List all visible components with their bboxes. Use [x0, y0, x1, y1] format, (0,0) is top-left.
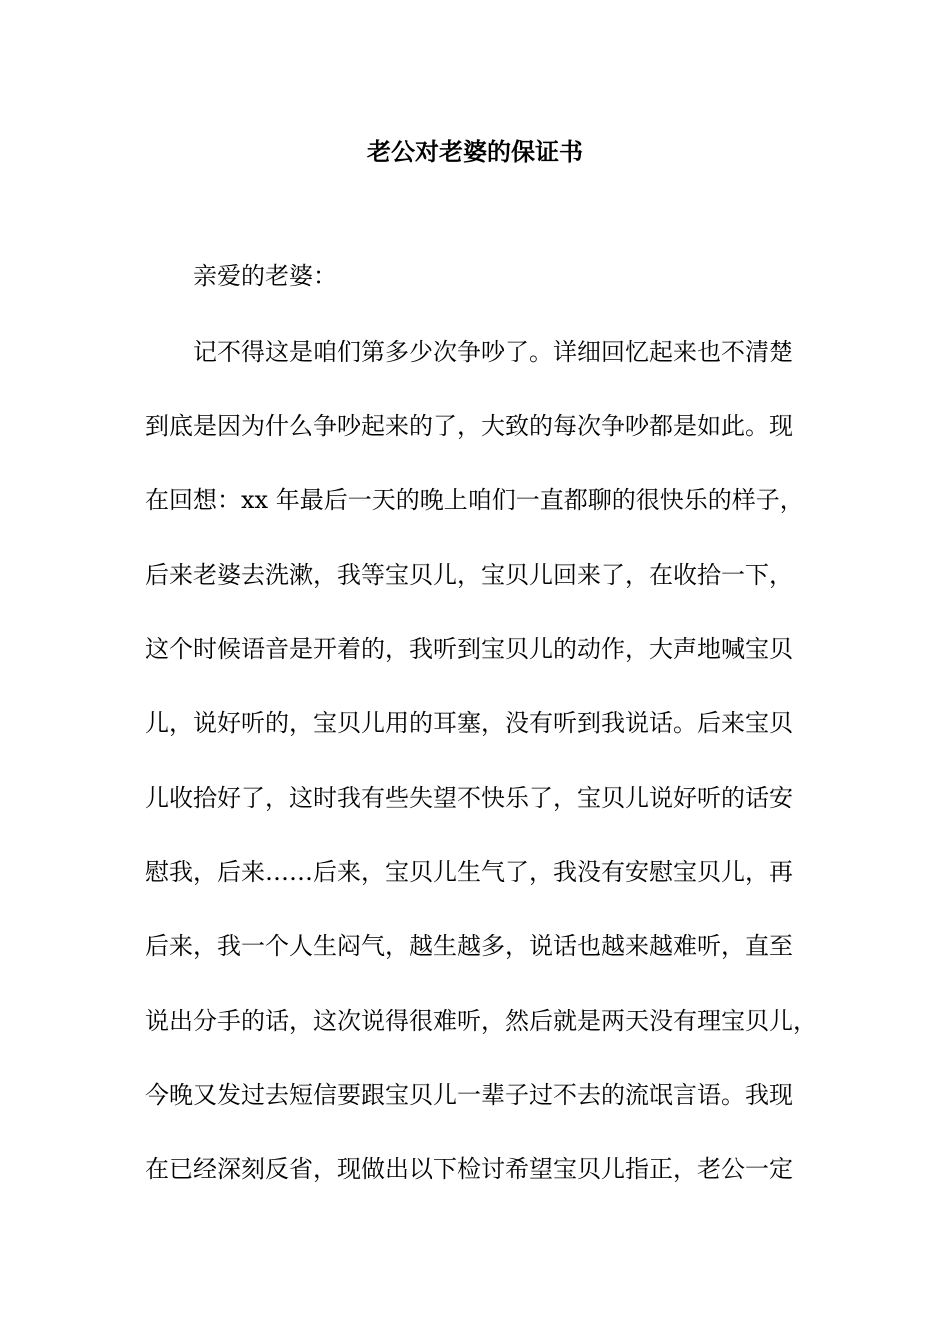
body-line-11: 今晚又发过去短信要跟宝贝儿一辈子过不去的流氓言语。我现: [145, 1081, 793, 1109]
body-line-10: 说出分手的话，这次说得很难听，然后就是两天没有理宝贝儿，: [145, 1007, 817, 1035]
body-line-8: 慰我，后来……后来，宝贝儿生气了，我没有安慰宝贝儿，再: [145, 858, 793, 886]
body-line-4: 后来老婆去洗漱，我等宝贝儿，宝贝儿回来了，在收拾一下，: [145, 561, 793, 589]
body-line-1: 记不得这是咱们第多少次争吵了。详细回忆起来也不清楚: [193, 338, 793, 366]
document-title: 老公对老婆的保证书: [367, 137, 583, 166]
body-line-3: 在回想：xx 年最后一天的晚上咱们一直都聊的很快乐的样子，: [145, 486, 804, 514]
body-line-6: 儿，说好听的，宝贝儿用的耳塞，没有听到我说话。后来宝贝: [145, 709, 793, 737]
salutation: 亲爱的老婆：: [193, 262, 337, 290]
body-line-5: 这个时候语音是开着的，我听到宝贝儿的动作，大声地喊宝贝: [145, 635, 793, 663]
body-line-2: 到底是因为什么争吵起来的了，大致的每次争吵都是如此。现: [145, 412, 793, 440]
body-line-12: 在已经深刻反省，现做出以下检讨希望宝贝儿指正，老公一定: [145, 1155, 793, 1183]
body-line-9: 后来，我一个人生闷气，越生越多，说话也越来越难听，直至: [145, 932, 793, 960]
body-line-7: 儿收拾好了，这时我有些失望不快乐了，宝贝儿说好听的话安: [145, 784, 793, 812]
